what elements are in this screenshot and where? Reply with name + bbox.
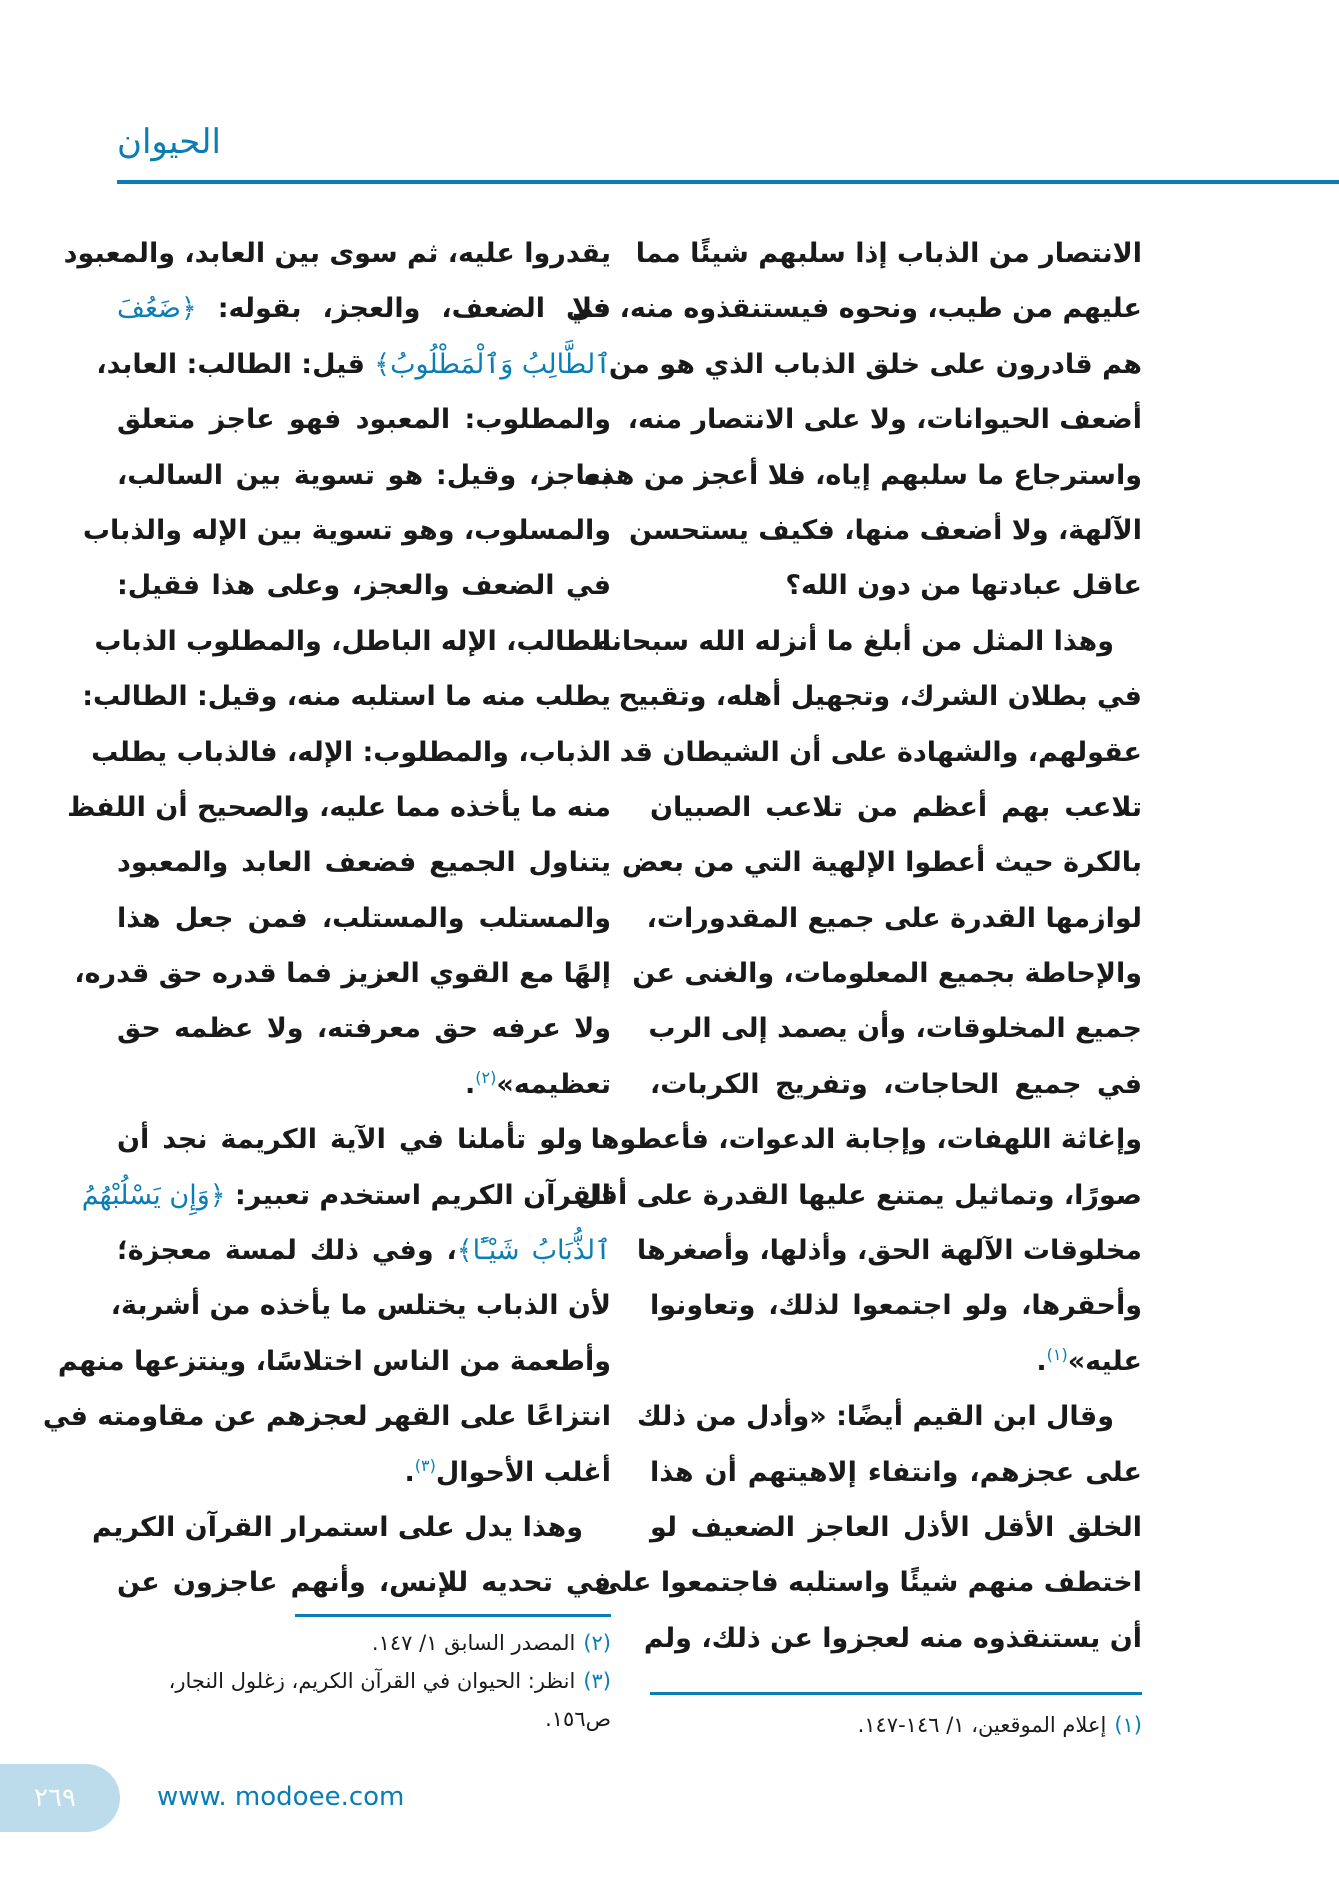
- footnote-number: (٣): [583, 1669, 611, 1693]
- text-line: [91, 725, 611, 780]
- text-line: [627, 392, 1142, 447]
- text-segment: الآلهة، ولا أضعف منها، فكيف يستحسن: [629, 514, 1142, 546]
- text-line: [608, 337, 1142, 392]
- text-segment: .: [465, 1068, 476, 1100]
- text-line: [94, 614, 611, 669]
- text-line: [117, 1057, 611, 1112]
- text-line: [96, 337, 611, 392]
- text-line: [650, 1445, 1142, 1500]
- footnote-reference[interactable]: (١): [1046, 1344, 1068, 1364]
- text-line: [572, 281, 1142, 336]
- text-segment: عاقل عبادتها من دون الله؟: [785, 570, 1142, 602]
- text-line: [42, 1389, 611, 1444]
- text-line: [117, 835, 611, 890]
- text-segment: إلهًا مع القوي العزيز فما قدره حق قدره،: [74, 958, 611, 990]
- text-segment: في الضعف والعجز، وعلى هذا فقيل:: [117, 570, 611, 602]
- text-line: [67, 780, 611, 835]
- quran-verse: ٱلذُّبَابُ شَيْـًٔا﴾: [456, 1235, 611, 1267]
- text-segment: تلاعب بهم أعظم من تلاعب الصبيان: [650, 791, 1142, 823]
- text-segment: ولا عرفه حق معرفته، ولا عظمه حق: [117, 1013, 611, 1045]
- text-line: [594, 1555, 1142, 1610]
- text-line: [650, 1500, 1142, 1555]
- text-segment: تعظيمه»: [496, 1068, 611, 1100]
- text-line: [117, 1555, 611, 1610]
- text-segment: أغلب الأحوال: [435, 1456, 611, 1488]
- text-line: [650, 1057, 1142, 1112]
- footnote-reference[interactable]: (٣): [414, 1455, 436, 1475]
- text-segment: مخلوقات الآلهة الحق، وأذلها، وأصغرها: [636, 1235, 1142, 1267]
- text-segment: وقال ابن القيم أيضًا: «وأدل من ذلك: [637, 1401, 1114, 1433]
- text-segment: يتناول الجميع فضعف العابد والمعبود: [117, 847, 611, 879]
- text-segment: الخلق الأقل الأذل العاجز الضعيف لو: [650, 1511, 1142, 1543]
- text-segment: .: [1036, 1345, 1047, 1377]
- text-line: [92, 1500, 611, 1555]
- text-line: [650, 780, 1142, 835]
- text-segment: يقدروا عليه، ثم سوى بين العابد، والمعبود: [63, 238, 611, 269]
- text-line: [117, 1112, 611, 1167]
- text-segment: جميع المخلوقات، وأن يصمد إلى الرب: [648, 1013, 1142, 1045]
- running-header-title: الحيوان: [117, 122, 221, 162]
- text-segment: بالكرة حيث أعطوا الإلهية التي من بعض: [621, 847, 1142, 879]
- text-line: [643, 1611, 1142, 1666]
- text-line: [117, 281, 611, 336]
- text-line: [635, 226, 1142, 281]
- text-segment: وأحقرها، ولو اجتمعوا لذلك، وتعاونوا: [650, 1290, 1142, 1322]
- text-segment: والمسلوب، وهو تسوية بين الإله والذباب: [82, 514, 611, 546]
- text-line: [117, 392, 611, 447]
- text-segment: يطلب منه ما استلبه منه، وقيل: الطالب:: [82, 681, 611, 713]
- text-segment: عليه»: [1067, 1345, 1142, 1377]
- text-segment: في الضعف، والعجز، بقوله:: [196, 293, 611, 325]
- text-line: [576, 1168, 1142, 1223]
- text-line: [636, 1223, 1142, 1278]
- text-segment: في بطلان الشرك، وتجهيل أهله، وتقبيح: [618, 681, 1142, 713]
- text-line: [621, 835, 1142, 890]
- footnote-separator-right: [650, 1692, 1142, 1695]
- text-line: [637, 1389, 1142, 1444]
- text-line: [57, 1334, 611, 1389]
- text-line: [650, 1001, 1142, 1056]
- text-segment: بعاجز، وقيل: هو تسوية بين السالب،: [117, 459, 611, 491]
- text-segment: الانتصار من الذباب إذا سلبهم شيئًا مما: [635, 238, 1142, 269]
- text-line: [117, 1445, 611, 1500]
- text-line: [595, 614, 1142, 669]
- text-line: [110, 1278, 611, 1333]
- text-line: [74, 946, 611, 1001]
- text-line: [584, 448, 1142, 503]
- text-line: [117, 1001, 611, 1056]
- text-segment: منه ما يأخذه مما عليه، والصحيح أن اللفظ: [67, 791, 611, 823]
- text-line: [632, 946, 1142, 1001]
- text-line: [619, 725, 1142, 780]
- text-segment: هم قادرون على خلق الذباب الذي هو من: [608, 348, 1142, 380]
- text-segment: وهذا يدل على استمرار القرآن الكريم: [92, 1511, 583, 1543]
- quran-verse: ٱلطَّالِبُ وَٱلْمَطْلُوبُ﴾: [374, 348, 611, 380]
- text-segment: لوازمها القدرة على جميع المقدورات،: [646, 902, 1142, 934]
- page-number: ٢٦٩: [0, 1764, 120, 1832]
- footnote-number: (٢): [583, 1631, 611, 1655]
- text-segment: وأطعمة من الناس اختلاسًا، وينتزعها منهم: [57, 1345, 611, 1377]
- text-segment: قيل: الطالب: العابد،: [96, 348, 375, 380]
- text-segment: عليهم من طيب، ونحوه فيستنقذوه منه، فلا: [572, 293, 1142, 325]
- text-line: [650, 1278, 1142, 1333]
- text-line: [650, 558, 1142, 613]
- text-segment: واسترجاع ما سلبهم إياه، فلا أعجز من هذه: [584, 459, 1142, 491]
- text-segment: صورًا، وتماثيل يمتنع عليها القدرة على أقل: [576, 1179, 1142, 1211]
- text-segment: في جميع الحاجات، وتفريج الكربات،: [650, 1068, 1142, 1100]
- text-segment: الذباب، والمطلوب: الإله، فالذباب يطلب: [91, 736, 611, 768]
- footnote-reference[interactable]: (٢): [475, 1067, 497, 1087]
- text-segment: والمستلب والمستلب، فمن جعل هذا: [117, 902, 611, 934]
- footnote-number: (١): [1114, 1713, 1142, 1737]
- text-segment: اختطف منهم شيئًا واستلبه فاجتمعوا على: [594, 1567, 1142, 1599]
- text-segment: والإحاطة بجميع المعلومات، والغنى عن: [632, 958, 1142, 990]
- quran-verse: ﴿وَإِن يَسْلُبْهُمُ: [81, 1179, 226, 1211]
- text-line: [646, 891, 1142, 946]
- text-line: [117, 1223, 611, 1278]
- quran-verse: ﴿ضَعُفَ: [117, 293, 197, 325]
- text-segment: وهذا المثل من أبلغ ما أنزله الله سبحانه: [595, 625, 1114, 657]
- footnote-text: المصدر السابق ١/ ١٤٧.: [371, 1631, 576, 1655]
- text-segment: وإغاثة اللهفات، وإجابة الدعوات، فأعطوها: [590, 1124, 1142, 1156]
- text-segment: القرآن الكريم استخدم تعبير:: [225, 1179, 611, 1211]
- text-segment: انتزاعًا على القهر لعجزهم عن مقاومته في: [42, 1401, 611, 1433]
- text-segment: ولو تأملنا في الآية الكريمة نجد أن: [117, 1124, 583, 1156]
- text-line: [63, 226, 611, 281]
- footnotes-left: [117, 1624, 611, 1738]
- text-line: [650, 1334, 1142, 1389]
- footnote: [650, 1706, 1142, 1744]
- text-line: [82, 503, 611, 558]
- header-rule: [117, 180, 1339, 184]
- footnote-text: انظر: الحيوان في القرآن الكريم، زغلول النجار، ص١٥٦.: [168, 1669, 611, 1731]
- text-segment: أضعف الحيوانات، ولا على الانتصار منه،: [627, 404, 1142, 436]
- footnote: [117, 1662, 611, 1738]
- footnotes-right: [650, 1706, 1142, 1744]
- text-segment: ، وفي ذلك لمسة معجزة؛: [117, 1235, 457, 1267]
- right-column: [572, 226, 1142, 1666]
- text-segment: الطالب، الإله الباطل، والمطلوب الذباب: [94, 625, 611, 657]
- text-segment: لأن الذباب يختلس ما يأخذه من أشربة،: [110, 1290, 611, 1322]
- text-segment: .: [404, 1456, 415, 1488]
- left-column: [42, 226, 611, 1611]
- text-line: [117, 558, 611, 613]
- text-line: [82, 669, 611, 724]
- text-line: [590, 1112, 1142, 1167]
- footnote-separator-left: [295, 1614, 611, 1617]
- text-line: [629, 503, 1142, 558]
- text-segment: أن يستنقذوه منه لعجزوا عن ذلك، ولم: [643, 1622, 1142, 1654]
- text-line: [117, 891, 611, 946]
- website-link[interactable]: www. modoee.com: [157, 1782, 405, 1812]
- text-segment: على عجزهم، وانتفاء إلاهيتهم أن هذا: [650, 1456, 1142, 1488]
- footnote-text: إعلام الموقعين، ١/ ١٤٦-١٤٧.: [857, 1713, 1107, 1737]
- text-segment: عقولهم، والشهادة على أن الشيطان قد: [619, 736, 1142, 768]
- text-segment: في تحديه للإنس، وأنهم عاجزون عن: [117, 1567, 611, 1599]
- text-line: [117, 448, 611, 503]
- text-segment: والمطلوب: المعبود فهو عاجز متعلق: [117, 404, 611, 436]
- footnote: [117, 1624, 611, 1662]
- text-line: [618, 669, 1142, 724]
- text-line: [81, 1168, 611, 1223]
